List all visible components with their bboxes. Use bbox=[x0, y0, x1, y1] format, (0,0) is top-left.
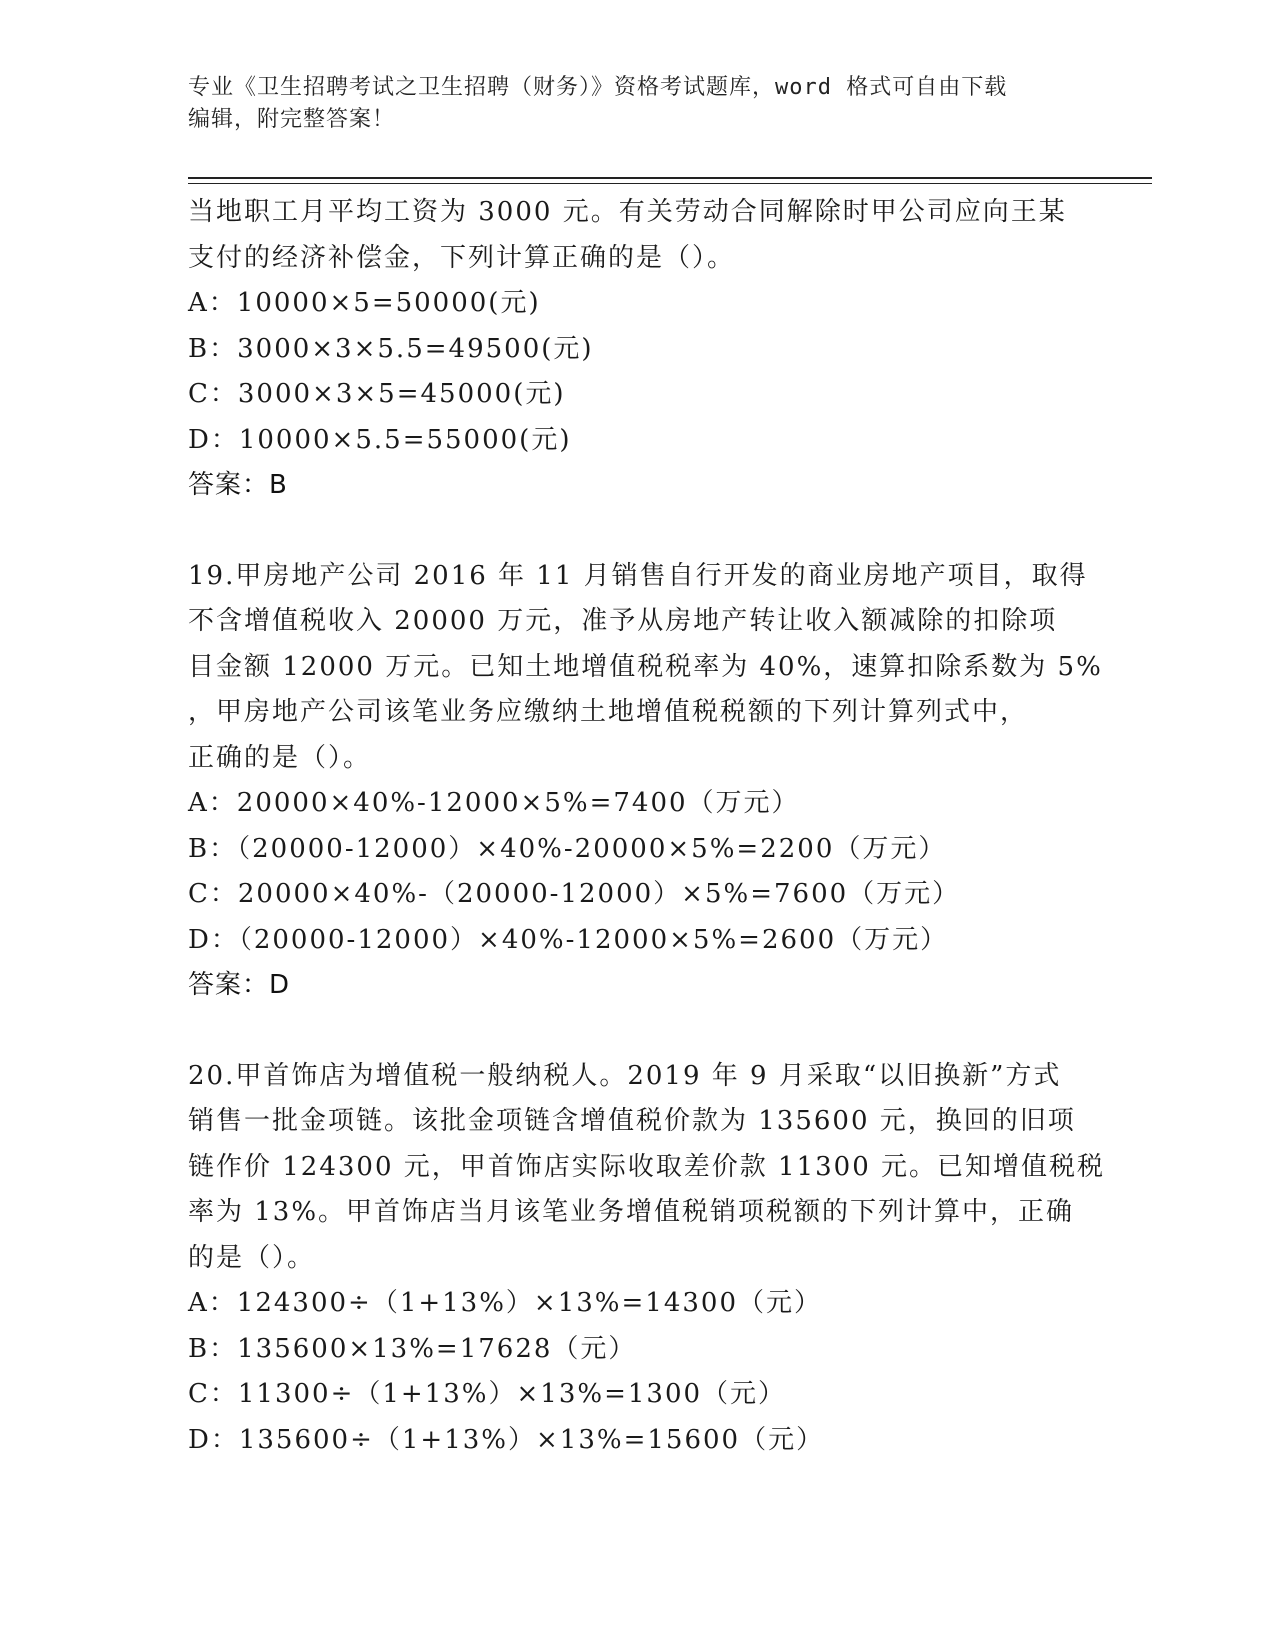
question-text-line: 率为 13%。甲首饰店当月该笔业务增值税销项税额的下列计算中，正确 bbox=[188, 1197, 1075, 1227]
option-d: D：10000×5.5=55000(元) bbox=[188, 424, 572, 455]
question-text-line: 19.甲房地产公司 2016 年 11 月销售自行开发的商业房地产项目，取得 bbox=[188, 560, 1088, 591]
option-c: C：20000×40%-（20000-12000）×5%=7600（万元） bbox=[188, 879, 961, 909]
question-20 bbox=[188, 1054, 1106, 1464]
document-header bbox=[188, 72, 1088, 136]
question-text-line: 20.甲首饰店为增值税一般纳税人。2019 年 9 月采取“以旧换新”方式 bbox=[188, 1060, 1062, 1091]
answer-line: 答案：B bbox=[188, 470, 288, 500]
header-divider-thick bbox=[188, 177, 1152, 179]
question-text-line: 不含增值税收入 20000 万元，准予从房地产转让收入额减除的扣除项 bbox=[188, 606, 1058, 636]
option-b: B：（20000-12000）×40%-20000×5%=2200（万元） bbox=[188, 833, 947, 864]
option-c: C：11300÷（1+13%）×13%=1300（元） bbox=[188, 1379, 787, 1409]
question-spacer bbox=[188, 509, 1088, 554]
question-text-line: 正确的是（）。 bbox=[188, 742, 372, 773]
option-d: D：（20000-12000）×40%-12000×5%=2600（万元） bbox=[188, 924, 949, 955]
header-title-line-1: 专业《卫生招聘考试之卫生招聘（财务）》资格考试题库，word 格式可自由下载 bbox=[188, 75, 1008, 100]
question-text-line: 当地职工月平均工资为 3000 元。有关劳动合同解除时甲公司应向王某 bbox=[188, 197, 1067, 227]
header-divider-thin bbox=[188, 183, 1152, 184]
question-text-line: 目金额 12000 万元。已知土地增值税税率为 40%，速算扣除系数为 5% bbox=[188, 651, 1103, 682]
question-text-line: ，甲房地产公司该笔业务应缴纳土地增值税税额的下列计算列式中， bbox=[188, 697, 1029, 727]
question-19 bbox=[188, 554, 1103, 1009]
question-text-line: 销售一批金项链。该批金项链含增值税价款为 135600 元，换回的旧项 bbox=[188, 1106, 1076, 1136]
question-spacer bbox=[188, 1009, 1088, 1054]
option-c: C：3000×3×5=45000(元) bbox=[188, 379, 566, 409]
question-list bbox=[188, 190, 1106, 1463]
question-18 bbox=[188, 190, 1088, 509]
answer-line: 答案：D bbox=[188, 970, 291, 1000]
question-text-line: 的是（）。 bbox=[188, 1242, 316, 1273]
option-a: A：10000×5=50000(元) bbox=[188, 288, 541, 318]
question-text-line: 链作价 124300 元，甲首饰店实际收取差价款 11300 元。已知增值税税 bbox=[188, 1151, 1106, 1182]
option-d: D：135600÷（1+13%）×13%=15600（元） bbox=[188, 1424, 825, 1455]
question-text-line: 支付的经济补偿金，下列计算正确的是（）。 bbox=[188, 242, 736, 273]
option-a: A：124300÷（1+13%）×13%=14300（元） bbox=[188, 1288, 822, 1318]
option-b: B：135600×13%=17628（元） bbox=[188, 1333, 637, 1364]
header-title-line-2: 编辑，附完整答案！ bbox=[188, 107, 396, 132]
option-b: B：3000×3×5.5=49500(元) bbox=[188, 333, 594, 364]
option-a: A：20000×40%-12000×5%=7400（万元） bbox=[188, 788, 800, 818]
